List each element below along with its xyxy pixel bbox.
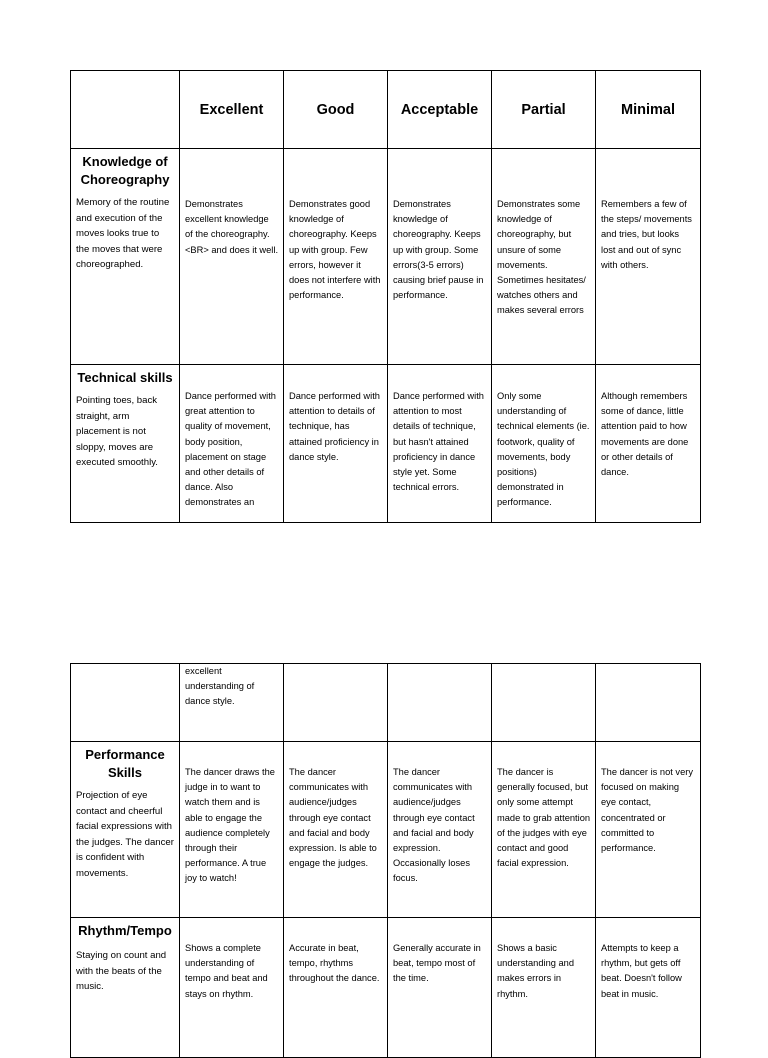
table-row <box>71 918 701 1058</box>
rubric-cell: Although remembers some of dance, little attention paid to how movements are done or other details of dance. <box>596 365 701 523</box>
rubric-cell <box>596 664 701 742</box>
rubric-cell <box>388 664 492 742</box>
rubric-cell: Only some understanding of technical elements (ie. footwork, quality of movements, body positions) demonstrated in performance. <box>492 365 596 523</box>
header-row <box>71 71 701 149</box>
table-row <box>71 664 701 742</box>
header-acceptable: Acceptable <box>388 71 492 149</box>
rubric-cell <box>492 664 596 742</box>
criterion-knowledge <box>71 149 180 365</box>
rubric-cell <box>71 664 180 742</box>
table-row <box>71 365 701 523</box>
criterion-description: Memory of the routine and execution of the moves looks true to the moves that were choreographed. <box>76 197 170 270</box>
header-blank <box>71 71 180 149</box>
rubric-cell: Demonstrates excellent knowledge of the choreography.<BR> and does it well. <box>180 149 284 365</box>
rubric-cell: Dance performed with attention to details of technique, has attained proficiency in dance style. <box>284 365 388 523</box>
rubric-cell: The dancer communicates with audience/judges through eye contact and facial and body expression. Is able to engage the judges. <box>284 742 388 918</box>
header-excellent: Excellent <box>180 71 284 149</box>
table-row <box>71 742 701 918</box>
rubric-cell: The dancer is not very focused on making eye contact, concentrated or committed to performance. <box>596 742 701 918</box>
rubric-cell: Accurate in beat, tempo, rhythms throughout the dance. <box>284 918 388 1058</box>
header-minimal: Minimal <box>596 71 701 149</box>
rubric-cell: The dancer is generally focused, but only some attempt made to grab attention of the judges with eye contact and good facial expression. <box>492 742 596 918</box>
criterion-title: Technical skills <box>77 370 173 385</box>
rubric-cell: Shows a complete understanding of tempo and beat and stays on rhythm. <box>180 918 284 1058</box>
rubric-cell: Dance performed with attention to most details of technique, but hasn't attained proficiency in dance style yet. Some technical errors. <box>388 365 492 523</box>
rubric-cell <box>284 664 388 742</box>
criterion-description: Pointing toes, back straight, arm placement is not sloppy, moves are executed smoothly. <box>76 395 158 468</box>
criterion-title: Knowledge of Choreography <box>80 154 170 187</box>
header-good: Good <box>284 71 388 149</box>
criterion-description: Staying on count and with the beats of the music. <box>76 950 167 992</box>
table-row <box>71 149 701 365</box>
criterion-title: Rhythm/Tempo <box>78 923 172 938</box>
rubric-cell: Dance performed with great attention to quality of movement, body position, placement on stage and other details of dance. Also demonstrates an <box>180 365 284 523</box>
rubric-table-page-2 <box>70 663 701 1058</box>
rubric-cell: Attempts to keep a rhythm, but gets off beat. Doesn't follow beat in music. <box>596 918 701 1058</box>
criterion-performance <box>71 742 180 918</box>
criterion-title: Performance Skills <box>85 747 165 780</box>
rubric-cell <box>180 664 284 742</box>
rubric-cell: The dancer draws the judge in to want to watch them and is able to engage the audience completely through their performance. A true joy to watch! <box>180 742 284 918</box>
rubric-table-page-1 <box>70 70 701 523</box>
rubric-cell: The dancer communicates with audience/judges through eye contact and facial and body expression. Occasionally loses focus. <box>388 742 492 918</box>
rubric-cell: Remembers a few of the steps/ movements and tries, but looks lost and out of sync with others. <box>596 149 701 365</box>
continuation-text: excellent understanding of dance style. <box>185 666 255 707</box>
rubric-cell: Shows a basic understanding and makes errors in rhythm. <box>492 918 596 1058</box>
criterion-technical <box>71 365 180 523</box>
rubric-cell: Generally accurate in beat, tempo most of the time. <box>388 918 492 1058</box>
rubric-cell: Demonstrates some knowledge of choreography, but unsure of some movements. Sometimes hesitates/ watches others and makes several errors <box>492 149 596 365</box>
rubric-cell: Demonstrates knowledge of choreography. Keeps up with group. Some errors(3-5 errors) causing brief pause in performance. <box>388 149 492 365</box>
criterion-description: Projection of eye contact and cheerful facial expressions with the judges. The dancer is confident with movements. <box>76 790 174 879</box>
rubric-cell: Demonstrates good knowledge of choreography. Keeps up with group. Few errors, however it does not interfere with performance. <box>284 149 388 365</box>
criterion-rhythm <box>71 918 180 1058</box>
header-partial: Partial <box>492 71 596 149</box>
